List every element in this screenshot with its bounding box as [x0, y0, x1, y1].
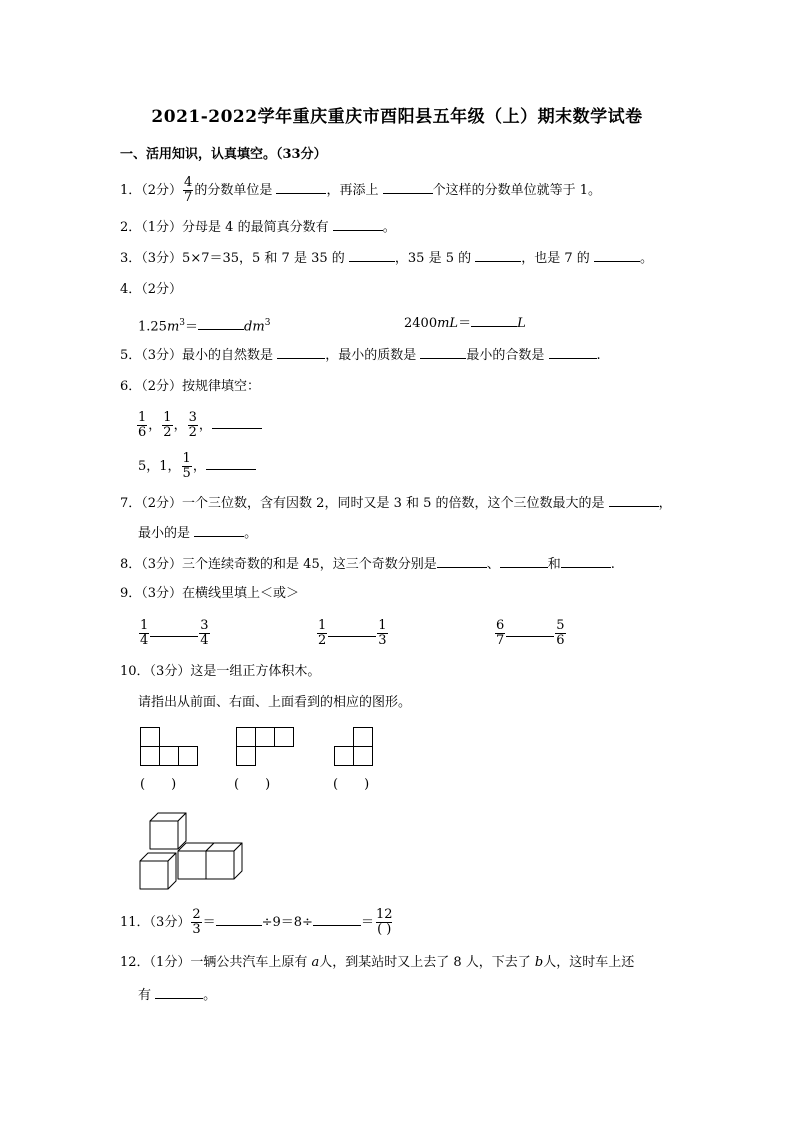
q7-blank-2[interactable]	[194, 524, 244, 537]
q5-blank-3[interactable]	[549, 346, 597, 359]
question-1	[120, 176, 601, 206]
q3-text-2: ，35 是 5 的	[394, 251, 472, 266]
q2-end: 。	[382, 220, 396, 235]
q9-pair-3: $\frac{6}{7}$ $\frac{5}{6}$	[496, 618, 565, 648]
question-9: 9．（3分）在横线里填上＜或＞	[120, 586, 300, 601]
q1-text: 的分数单位是	[194, 183, 273, 198]
q1-blank-1[interactable]	[276, 181, 326, 194]
q4-item-a: $1.25m^3= dm^3$	[138, 318, 271, 335]
question-5: 5．（3分）最小的自然数是 ，最小的质数是 最小的合数是 .	[120, 348, 601, 363]
question-8: 8．（3分）三个连续奇数的和是 45，这三个奇数分别是 、 和 .	[120, 557, 615, 572]
q3-end: 。	[639, 251, 653, 266]
question-10: 10．（3分）这是一组正方体积木。	[120, 664, 321, 679]
section-heading: 一、活用知识，认真填空。（33分）	[120, 147, 327, 162]
q4-item-b: 2400mL＝ L	[404, 316, 526, 331]
question-12: 12．（1分）一辆公共汽车上原有 a人，到某站时又上去了 8 人，下去了 b人，这时车上还	[120, 955, 635, 970]
q10-instruction: 请指出从前面、右面、上面看到的相应的图形。	[138, 695, 412, 710]
cube-stack-figure	[138, 811, 253, 895]
q1-blank-2[interactable]	[383, 181, 433, 194]
q4-blank-b[interactable]	[471, 314, 517, 327]
question-6: 6．（2分）按规律填空：	[120, 379, 261, 394]
view-figure-top	[236, 727, 298, 767]
q6-blank-2[interactable]	[206, 457, 256, 470]
q8-blank-2[interactable]	[500, 555, 548, 568]
question-2	[120, 218, 396, 237]
q6-row-2: 5，1， $\frac{1}{5}$ ，	[138, 447, 256, 487]
q2-text: 2．（1分）分母是 4 的最简真分数有	[120, 220, 329, 235]
q9-pair-2: $\frac{1}{2}$ $\frac{1}{3}$	[318, 618, 387, 648]
page-title: 2021-2022学年重庆重庆市酉阳县五年级（上）期末数学试卷	[151, 107, 643, 127]
q2-blank[interactable]	[333, 218, 383, 231]
q1-fraction: $\frac{4}{7}$	[184, 175, 193, 205]
q4-blank-a[interactable]	[198, 317, 244, 330]
q1-prefix: 1．（2分）	[120, 183, 183, 198]
q7-line-2: 最小的是 。	[138, 526, 258, 541]
q12-line-2: 有 。	[138, 988, 217, 1003]
q9-blank-1[interactable]	[150, 624, 198, 637]
q1-text-3: 个这样的分数单位就等于 1。	[432, 183, 602, 198]
view-figure-right	[334, 727, 376, 767]
q7-blank-1[interactable]	[609, 494, 659, 507]
q9-pair-1: $\frac{1}{4}$ $\frac{3}{4}$	[140, 618, 209, 648]
q3-text-1: 3．（3分）5×7＝35，5 和 7 是 35 的	[120, 251, 345, 266]
question-7: 7．（2分）一个三位数，含有因数 2，同时又是 3 和 5 的倍数，这个三位数最大的是 ，	[120, 496, 672, 511]
q3-blank-3[interactable]	[594, 249, 640, 262]
q3-blank-1[interactable]	[349, 249, 395, 262]
q12-blank[interactable]	[155, 986, 203, 999]
q11-blank-2[interactable]	[313, 913, 361, 926]
view-figure-front	[140, 727, 200, 767]
q9-blank-3[interactable]	[506, 624, 554, 637]
q11-blank-1[interactable]	[216, 913, 262, 926]
q5-blank-1[interactable]	[277, 346, 325, 359]
question-4: 4．（2分）	[120, 282, 183, 297]
question-11: 11．（3分） $\frac{2}{3}$ ＝ ÷9＝8÷ ＝ $\frac{12}{( )}$	[120, 907, 393, 937]
q1-text-2: ，再添上	[326, 183, 379, 198]
q6-row-1: $\frac{1}{6}$ ， $\frac{1}{2}$ ， $\frac{3}{2}$ ，	[136, 406, 262, 446]
q3-blank-2[interactable]	[475, 249, 521, 262]
q9-blank-2[interactable]	[328, 624, 376, 637]
q3-text-3: ，也是 7 的	[521, 251, 590, 266]
q10-answer-paren-2[interactable]: ( )	[234, 777, 271, 792]
q8-blank-1[interactable]	[437, 555, 487, 568]
q10-answer-paren-3[interactable]: ( )	[333, 777, 370, 792]
q5-blank-2[interactable]	[420, 346, 466, 359]
question-3	[120, 249, 653, 268]
q6-blank-1[interactable]	[212, 416, 262, 429]
q8-blank-3[interactable]	[561, 555, 611, 568]
q10-answer-paren-1[interactable]: ( )	[140, 777, 177, 792]
